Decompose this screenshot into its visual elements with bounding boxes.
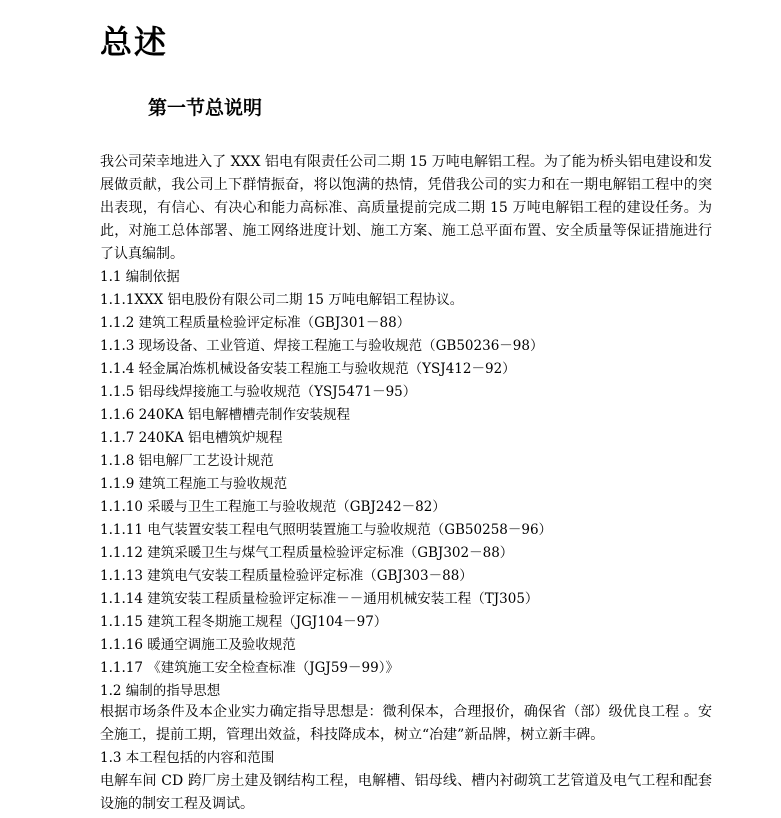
scope-paragraph: 电解车间 CD 跨厂房土建及钢结构工程，电解槽、铝母线、槽内衬砌筑工艺管道及电气工程和配套设施的制安工程及调试。 bbox=[100, 773, 712, 812]
intro-paragraph: 我公司荣幸地进入了 XXX 铝电有限责任公司二期 15 万吨电解铝工程。为了能为桥头铝电建设和发展做贡献，我公司上下群情振奋，将以饱满的热情，凭借我公司的实力和在一期电解铝工程中的突出表现，有信心、有决心和能力高标准、高质量提前完成二期 15 万吨电解铝工程的建设任务。为此，对施工总体部署、施工网络进度计划、施工方案、施工总平面布置、安全质量等保证措施进行了认真编制。 bbox=[100, 154, 712, 262]
list-item: 1.1.13 建筑电气安装工程质量检验评定标准（GBJ303－88） bbox=[100, 568, 473, 584]
list-item: 1.1.16 暖通空调施工及验收规范 bbox=[100, 637, 296, 653]
list-item: 1.1.14 建筑安装工程质量检验评定标准－－通用机械安装工程（TJ305） bbox=[100, 591, 539, 607]
list-item: 1.1.5 铝母线焊接施工与验收规范（YSJ5471－95） bbox=[100, 384, 417, 400]
list-item: 1.1.7 240KA 铝电槽筑炉规程 bbox=[100, 430, 283, 446]
list-item: 1.1.17 《建筑施工安全检查标准（JGJ59－99）》 bbox=[100, 660, 399, 676]
list-item: 1.1.12 建筑采暖卫生与煤气工程质量检验评定标准（GBJ302－88） bbox=[100, 545, 514, 561]
list-item: 1.1.15 建筑工程冬期施工规程（JGJ104－97） bbox=[100, 614, 388, 630]
document-title: 总述 bbox=[100, 23, 169, 61]
list-item: 1.1 编制依据 bbox=[100, 269, 180, 285]
section-heading: 第一节总说明 bbox=[148, 97, 263, 119]
list-item: 1.1.4 轻金属冶炼机械设备安装工程施工与验收规范（YSJ412－92） bbox=[100, 361, 516, 377]
list-item: 1.1.10 采暖与卫生工程施工与验收规范（GBJ242－82） bbox=[100, 499, 446, 515]
list-item: 1.1.6 240KA 铝电解槽槽壳制作安装规程 bbox=[100, 407, 350, 423]
scope-heading: 1.3 本工程包括的内容和范围 bbox=[100, 750, 275, 766]
list-item: 1.1.2 建筑工程质量检验评定标准（GBJ301－88） bbox=[100, 315, 411, 331]
list-item: 1.1.1XXX 铝电股份有限公司二期 15 万吨电解铝工程协议。 bbox=[100, 292, 464, 308]
list-item: 1.1.11 电气装置安装工程电气照明装置施工与验收规范（GB50258－96） bbox=[100, 522, 553, 538]
list-item: 1.1.3 现场设备、工业管道、焊接工程施工与验收规范（GB50236－98） bbox=[100, 338, 544, 354]
basis-list bbox=[100, 266, 720, 703]
list-item: 1.1.8 铝电解厂工艺设计规范 bbox=[100, 453, 274, 469]
guide-paragraph: 根据市场条件及本企业实力确定指导思想是：微利保本，合理报价，确保省（部）级优良工程 。安全施工，提前工期，管理出效益，科技降成本，树立“冶建”新品牌，树立新丰碑。 bbox=[100, 704, 712, 743]
list-item: 1.2 编制的指导思想 bbox=[100, 683, 221, 699]
list-item: 1.1.9 建筑工程施工与验收规范 bbox=[100, 476, 288, 492]
